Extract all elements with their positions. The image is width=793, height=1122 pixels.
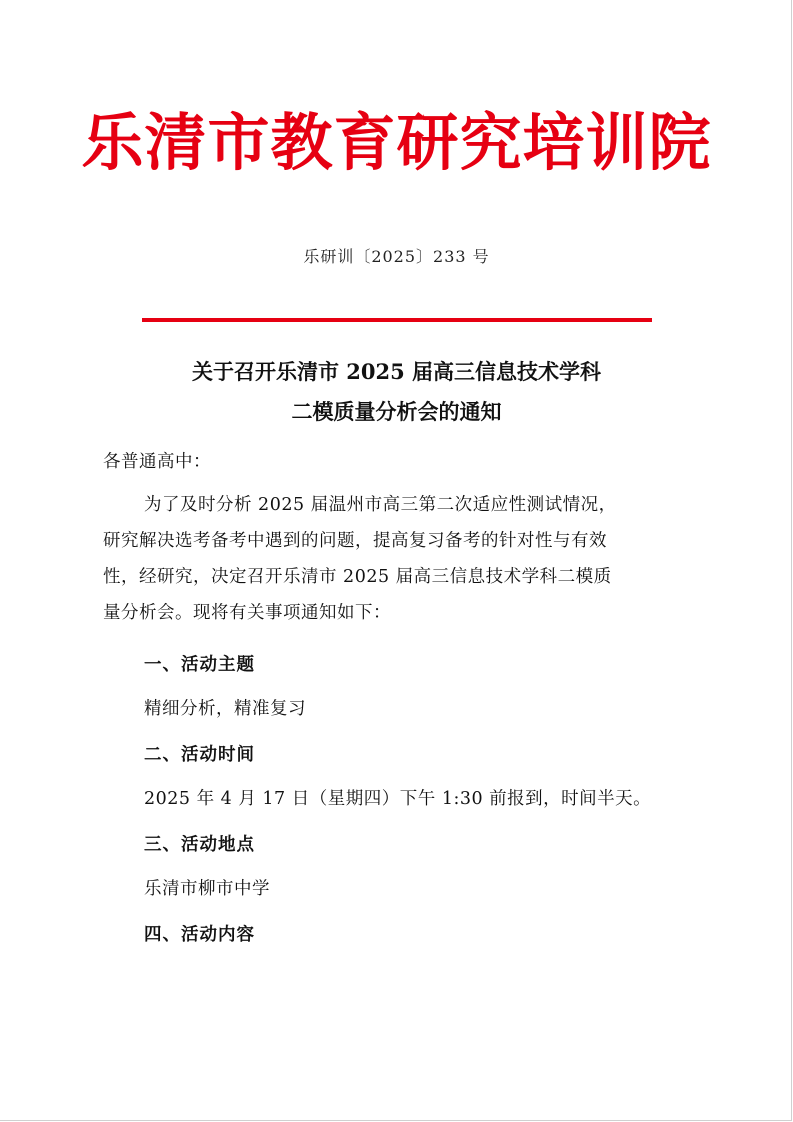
salutation: 各普通高中： <box>103 452 211 472</box>
section-content: 2025 年 4 月 17 日（星期四）下午 1:30 前报到，时间半天。 <box>144 789 652 809</box>
red-divider-line <box>142 318 652 322</box>
section-heading: 一、活动主题 <box>144 655 255 675</box>
intro-line: 研究解决选考备考中遇到的问题，提高复习备考的针对性与有效 <box>103 531 607 551</box>
intro-line: 性，经研究，决定召开乐清市 2025 届高三信息技术学科二模质 <box>103 567 612 587</box>
intro-line: 量分析会。现将有关事项通知如下： <box>103 603 391 623</box>
section-heading: 二、活动时间 <box>144 745 255 765</box>
notice-title-line-1: 关于召开乐清市 2025 届高三信息技术学科 <box>191 359 602 384</box>
masthead-title: 乐清市教育研究培训院 <box>81 106 712 179</box>
section-heading: 四、活动内容 <box>144 925 255 945</box>
notice-title <box>0 352 793 432</box>
section-heading: 三、活动地点 <box>144 835 255 855</box>
document-number: 乐研训〔2025〕233 号 <box>303 247 490 266</box>
notice-title-line-2: 二模质量分析会的通知 <box>291 399 502 424</box>
section-content: 乐清市柳市中学 <box>144 879 270 899</box>
intro-line: 为了及时分析 2025 届温州市高三第二次适应性测试情况， <box>144 495 617 515</box>
section-content: 精细分析，精准复习 <box>144 699 306 719</box>
